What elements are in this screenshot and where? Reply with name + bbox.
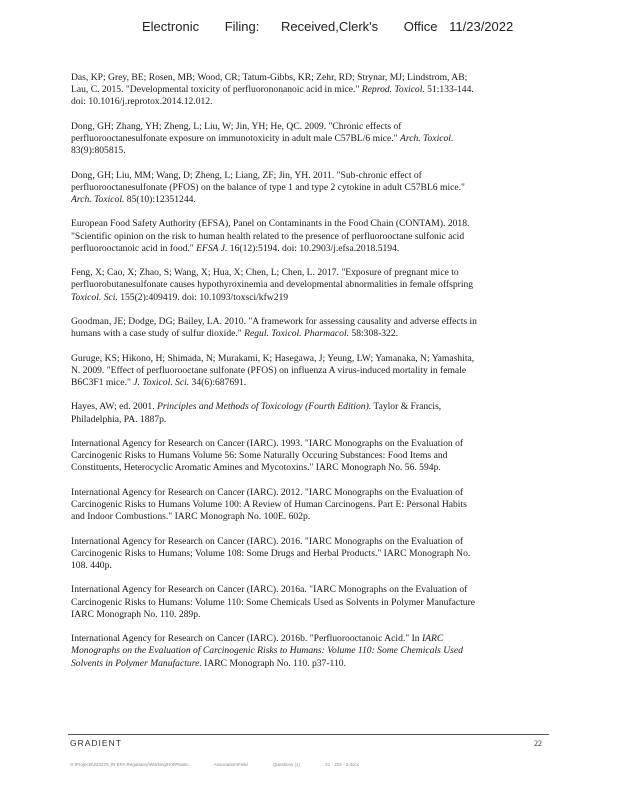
reference-text: 108. 440p.	[71, 559, 112, 571]
reference-line	[71, 609, 547, 621]
filing-header	[142, 19, 513, 34]
reference-line	[71, 658, 547, 670]
company-logo: GRADIENT	[70, 738, 122, 748]
reference-text: International Agency for Research on Cancer (IARC). 2016b. "Perfluorooctanoic Acid." In	[71, 633, 422, 645]
reference-text: 85(10):12351244.	[124, 194, 196, 205]
footer-file-path	[70, 762, 383, 767]
footer-divider	[68, 734, 549, 735]
reference-italic-text: IARC	[421, 633, 444, 645]
reference-line	[71, 548, 547, 560]
reference-italic-text: Principles and Methods of Toxicology (Fourth Edition).	[157, 401, 372, 413]
reference-line	[71, 267, 547, 279]
reference-line	[71, 462, 547, 474]
reference-line	[71, 414, 547, 426]
reference-text: perfluorobutanesulfonate causes hypothyroxinemia and developmental abnormalities in female offspring	[71, 279, 474, 291]
reference-line	[71, 560, 547, 572]
reference-line	[71, 328, 547, 340]
reference-text: International Agency for Research on Cancer (IARC). 1993. "IARC Monographs on the Evaluation of	[71, 437, 464, 449]
reference-entry	[71, 316, 547, 340]
reference-line	[71, 584, 547, 596]
reference-text: "Scientific opinion on the risk to human health related to the presence of perfluorooctane sulfonic acid	[71, 230, 465, 242]
reference-text: Dong, GH; Zhang, YH; Zheng, L; Liu, W; Jin, YH; He, QC. 2009. "Chronic effects of	[71, 120, 402, 132]
reference-list	[71, 72, 547, 682]
reference-text: and Indoor Combustions." IARC Monograph No. 100E. 602p.	[71, 511, 311, 523]
reference-text: International Agency for Research on Cancer (IARC). 2016. "IARC Monographs on the Evaluation of	[71, 535, 464, 547]
reference-text: humans with a case study of sulfur dioxide."	[71, 328, 245, 340]
reference-italic-text: Arch. Toxicol.	[399, 133, 454, 144]
reference-text: B6C3F1 mice."	[71, 376, 134, 388]
reference-line	[71, 450, 547, 462]
reference-line	[71, 292, 547, 304]
page-number: 22	[534, 739, 542, 748]
reference-line	[71, 438, 547, 450]
reference-text: IARC Monograph No. 110. p37-110.	[201, 657, 346, 669]
reference-text: perfluorooctanoic acid in food."	[71, 242, 197, 254]
reference-italic-text: J. Toxicol. Sci.	[133, 376, 190, 388]
reference-text: Carcinogenic Risks to Humans: Volume 110: Some Chemicals Used as Solvents in Polymer Manufacture	[71, 596, 476, 608]
reference-line	[71, 145, 547, 157]
reference-text: 155(2):409419. doi: 10.1093/toxsci/kfw219	[117, 291, 289, 303]
filing-received: Received,Clerk's	[281, 19, 379, 34]
reference-text: International Agency for Research on Cancer (IARC). 2016a. "IARC Monographs on the Evaluation of	[71, 584, 468, 596]
reference-entry	[71, 218, 547, 255]
reference-line	[71, 377, 547, 389]
reference-text: Carcinogenic Risks to Humans; Volume 108: Some Drugs and Herbal Products." IARC Monograph No.	[71, 547, 471, 559]
reference-line	[71, 84, 547, 96]
reference-line	[71, 218, 547, 230]
reference-text: 58:308-322.	[349, 328, 399, 340]
reference-line	[71, 353, 547, 365]
reference-entry	[71, 170, 547, 207]
filing-office: Office	[403, 19, 438, 34]
reference-italic-text: Arch. Toxicol.	[71, 194, 125, 205]
filing-label: Filing:	[224, 19, 260, 34]
reference-entry	[71, 536, 547, 573]
reference-text: European Food Safety Authority (EFSA), Panel on Contaminants in the Food Chain (CONTAM). 2018.	[71, 218, 470, 230]
reference-text: Das, KP; Grey, BE; Rosen, MB; Wood, CR; Tatum-Gibbs, KR; Zehr, RD; Strynar, MJ; Lindstrom, AB;	[71, 72, 468, 83]
filing-electronic: Electronic	[142, 19, 200, 34]
reference-text: Goodman, JE; Dodge, DG; Bailey, LA. 2010. "A framework for assessing causality and adverse effects in	[71, 315, 477, 327]
reference-line	[71, 597, 547, 609]
reference-line	[71, 279, 547, 291]
reference-line	[71, 633, 547, 645]
reference-entry	[71, 584, 547, 621]
reference-text: perfluorooctanesulfonate exposure on immunotoxicity in adult male C57BL/6 mice."	[71, 133, 400, 144]
reference-entry	[71, 487, 547, 524]
reference-entry	[71, 72, 547, 109]
reference-italic-text: EFSA J.	[196, 242, 228, 254]
reference-text: Dong, GH; Liu, MM; Wang, D; Zheng, L; Liang, ZF; Jin, YH. 2011. "Sub-chronic effect of	[71, 169, 422, 181]
filing-date: 11/23/2022	[449, 19, 514, 34]
reference-entry	[71, 267, 547, 304]
reference-text: 16(12):5194. doi: 10.2903/j.efsa.2018.5194.	[227, 242, 400, 254]
reference-line	[71, 645, 547, 657]
reference-line	[71, 231, 547, 243]
reference-line	[71, 121, 547, 133]
reference-text: Hayes, AW; ed. 2001.	[71, 401, 158, 413]
reference-line	[71, 487, 547, 499]
footer-path-3: Questions (1)	[272, 762, 300, 767]
reference-italic-text: Solvents in Polymer Manufacture.	[71, 657, 202, 669]
reference-entry	[71, 121, 547, 158]
reference-text: Guruge, KS; Hikono, H; Shimada, N; Murakami, K; Hasegawa, J; Yeung, LW; Yamanaka, N; Yamashita,	[71, 352, 475, 364]
reference-text: 83(9):805815.	[71, 145, 126, 157]
reference-text: Philadelphia, PA. 1887p.	[71, 413, 167, 425]
reference-line	[71, 536, 547, 548]
reference-line	[71, 401, 547, 413]
reference-text: Carcinogenic Risks to Humans Volume 56: Some Naturally Occuring Substances: Food Items and	[71, 450, 448, 462]
reference-italic-text: Regul. Toxicol. Pharmacol.	[244, 328, 350, 340]
reference-line	[71, 511, 547, 523]
reference-line	[71, 365, 547, 377]
footer-path-2: Association\Field	[213, 762, 248, 767]
reference-text: Taylor & Francis,	[371, 401, 442, 413]
reference-entry	[71, 353, 547, 390]
reference-text: doi: 10.1016/j.reprotox.2014.12.012.	[71, 96, 213, 108]
reference-line	[71, 243, 547, 255]
reference-text: 51:133-144.	[424, 84, 474, 96]
reference-text: Lau, C. 2015. "Developmental toxicity of perfluorononanoic acid in mice."	[71, 84, 362, 96]
footer-path-4: 21 - 222 - 2.docx	[325, 762, 360, 767]
reference-text: 34(6):687691.	[189, 376, 247, 388]
reference-text: perfluorooctanesulfonate (PFOS) on the balance of type 1 and type 2 cytokine in adult C57BL6 mice."	[71, 181, 465, 193]
reference-line	[71, 194, 547, 206]
reference-italic-text: Monographs on the Evaluation of Carcinogenic Risks to Humans: Volume 110: Some Chemicals Used	[71, 645, 463, 657]
reference-line	[71, 96, 547, 108]
reference-text: International Agency for Research on Cancer (IARC). 2012. "IARC Monographs on the Evaluation of	[71, 486, 464, 498]
reference-line	[71, 499, 547, 511]
reference-text: N. 2009. "Effect of perfluorooctane sulfonate (PFOS) on influenza A virus-induced mortality in female	[71, 364, 467, 376]
reference-line	[71, 72, 547, 84]
footer-path-1: G:\Projects\222270_IN EPA Regulatory\Working\Hot\Plastic	[70, 762, 189, 767]
reference-line	[71, 316, 547, 328]
reference-line	[71, 133, 547, 145]
reference-entry	[71, 633, 547, 670]
reference-text: Carcinogenic Risks to Humans Volume 100: A Review of Human Carcinogens. Part E: Personal Habits	[71, 498, 467, 510]
reference-line	[71, 170, 547, 182]
reference-italic-text: Toxicol. Sci.	[71, 291, 118, 303]
reference-italic-text: Reprod. Toxicol.	[361, 84, 425, 96]
reference-line	[71, 182, 547, 194]
reference-entry	[71, 401, 547, 425]
reference-text: Feng, X; Cao, X; Zhao, S; Wang, X; Hua, X; Chen, L; Chen, L. 2017. "Exposure of pregnant mice to	[71, 267, 459, 279]
reference-text: Constituents, Heterocyclic Aromatic Amines and Mycotoxins." IARC Monograph No. 56. 594p.	[71, 462, 441, 474]
reference-text: IARC Monograph No. 110. 289p.	[71, 608, 201, 620]
reference-entry	[71, 438, 547, 475]
